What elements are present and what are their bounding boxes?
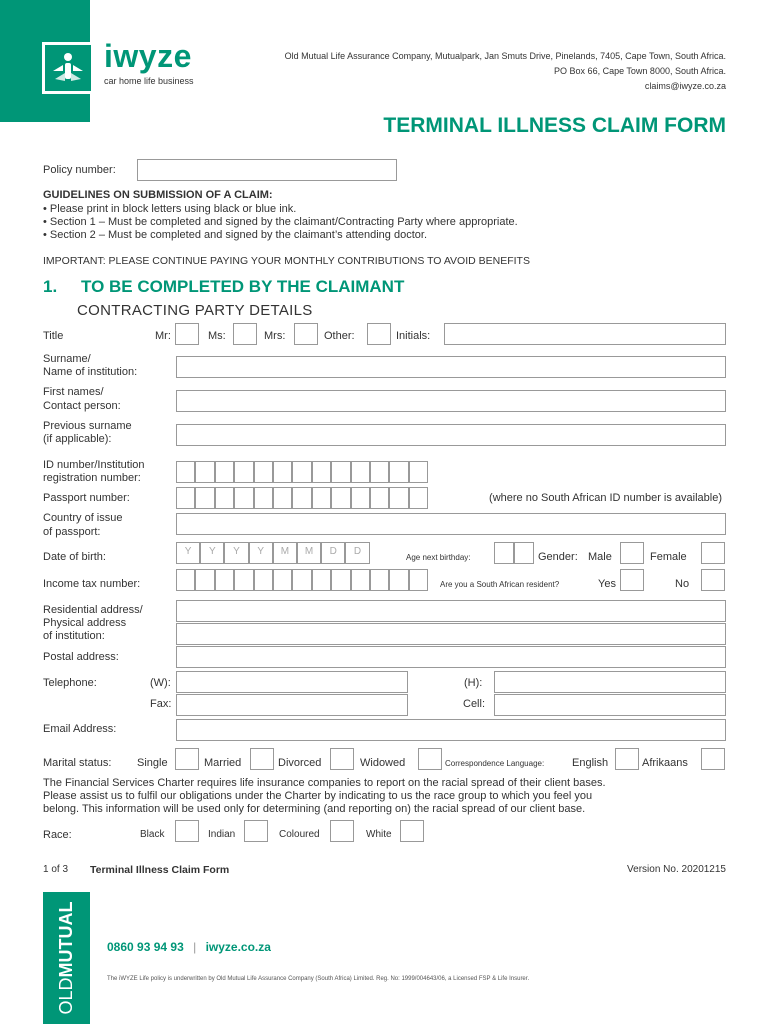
- passport-number-cell[interactable]: [254, 487, 273, 509]
- iwyze-logo-icon: [42, 42, 94, 94]
- fax-field[interactable]: [176, 694, 408, 716]
- other-checkbox[interactable]: [367, 323, 391, 345]
- phone-number: 0860 93 94 93: [107, 940, 184, 954]
- email-label: Email Address:: [43, 723, 117, 735]
- country-label: Country of issue: [43, 512, 123, 524]
- guideline-item: • Section 2 – Must be completed and signed by the claimant’s attending doctor.: [43, 229, 427, 241]
- income-tax-cell[interactable]: [312, 569, 331, 591]
- sa-resident-yes-checkbox[interactable]: [620, 569, 644, 591]
- important-notice: IMPORTANT: PLEASE CONTINUE PAYING YOUR MONTHLY CONTRIBUTIONS TO AVOID BENEFITS: [43, 255, 530, 267]
- mr-checkbox[interactable]: [175, 323, 199, 345]
- mrs-label: Mrs:: [264, 330, 286, 342]
- old-mutual-logo-mutual: MUTUAL: [56, 901, 76, 978]
- section-number: 1.: [43, 277, 58, 296]
- cell-label: Cell:: [463, 698, 486, 710]
- id-number-cell[interactable]: [331, 461, 350, 483]
- company-address: Old Mutual Life Assurance Company, Mutualpark, Jan Smuts Drive, Pinelands, 7405, Cape Town, South Africa.: [284, 51, 726, 61]
- race-label: Race:: [43, 829, 72, 841]
- afrikaans-label: Afrikaans: [642, 757, 688, 769]
- id-number-cell[interactable]: [234, 461, 253, 483]
- charter-text-1: The Financial Services Charter requires life insurance companies to report on the racial spread of their client bases.: [43, 777, 606, 789]
- country-field[interactable]: [176, 513, 726, 535]
- id-number-cell[interactable]: [351, 461, 370, 483]
- age-cell-1[interactable]: [494, 542, 514, 564]
- previous-surname-field[interactable]: [176, 424, 726, 446]
- telephone-label: Telephone:: [43, 677, 97, 689]
- widowed-label: Widowed: [360, 757, 406, 769]
- passport-number-cell[interactable]: [370, 487, 389, 509]
- old-mutual-logo-old: OLD: [56, 977, 76, 1015]
- female-checkbox[interactable]: [701, 542, 725, 564]
- black-label: Black: [140, 829, 165, 840]
- passport-number-cell[interactable]: [195, 487, 214, 509]
- afrikaans-checkbox[interactable]: [701, 748, 725, 770]
- section-subtitle: CONTRACTING PARTY DETAILS: [77, 302, 313, 319]
- section-title: TO BE COMPLETED BY THE CLAIMANT: [81, 277, 405, 296]
- sa-resident-no-checkbox[interactable]: [701, 569, 725, 591]
- income-tax-cell[interactable]: [292, 569, 311, 591]
- first-names-label: First names/: [43, 386, 104, 398]
- passport-number-cell[interactable]: [409, 487, 428, 509]
- dob-cell[interactable]: Y: [224, 542, 248, 564]
- income-tax-cell[interactable]: [409, 569, 428, 591]
- charter-text-2: Please assist us to fulfil our obligations under the Charter by indicating to us the race group to which you feel you: [43, 790, 593, 802]
- contact-separator: |: [193, 940, 197, 954]
- income-tax-cell[interactable]: [389, 569, 408, 591]
- age-next-birthday-label: Age next birthday:: [406, 553, 471, 562]
- divorced-checkbox[interactable]: [330, 748, 354, 770]
- coloured-checkbox[interactable]: [330, 820, 354, 842]
- id-number-cell[interactable]: [195, 461, 214, 483]
- legal-notice: The iWYZE Life policy is underwritten by Old Mutual Life Assurance Company (South Africa) Limited. Reg. No: 1999/004643/06, a Licensed FSP & Life Insurer.: [107, 976, 530, 982]
- ms-checkbox[interactable]: [233, 323, 257, 345]
- id-number-cell[interactable]: [254, 461, 273, 483]
- income-tax-cell[interactable]: [351, 569, 370, 591]
- passport-number-cell[interactable]: [273, 487, 292, 509]
- income-tax-cell[interactable]: [195, 569, 214, 591]
- guideline-item: • Section 1 – Must be completed and signed by the claimant/Contracting Party where appropriate.: [43, 216, 518, 228]
- cell-field[interactable]: [494, 694, 726, 716]
- dob-cell[interactable]: Y: [249, 542, 273, 564]
- age-cell-2[interactable]: [514, 542, 534, 564]
- passport-note: (where no South African ID number is available): [489, 492, 722, 504]
- dob-cell[interactable]: M: [297, 542, 321, 564]
- id-number-cell[interactable]: [176, 461, 195, 483]
- marital-status-label: Marital status:: [43, 757, 112, 769]
- residential-address-label-3: of institution:: [43, 630, 105, 642]
- first-names-label-2: Contact person:: [43, 400, 121, 412]
- white-checkbox[interactable]: [400, 820, 424, 842]
- mr-label: Mr:: [155, 330, 171, 342]
- female-label: Female: [650, 551, 687, 563]
- passport-number-cell[interactable]: [292, 487, 311, 509]
- initials-field[interactable]: [444, 323, 726, 345]
- single-checkbox[interactable]: [175, 748, 199, 770]
- id-number-cell[interactable]: [389, 461, 408, 483]
- guideline-item: • Please print in block letters using black or blue ink.: [43, 203, 297, 215]
- dob-cell[interactable]: Y: [200, 542, 224, 564]
- old-mutual-bar: [43, 892, 90, 1024]
- work-phone-label: (W):: [150, 677, 171, 689]
- white-label: White: [366, 829, 392, 840]
- passport-number-cell[interactable]: [351, 487, 370, 509]
- income-tax-cell[interactable]: [370, 569, 389, 591]
- surname-label-2: Name of institution:: [43, 366, 138, 378]
- id-number-cell[interactable]: [273, 461, 292, 483]
- single-label: Single: [137, 757, 168, 769]
- id-number-label-2: registration number:: [43, 472, 141, 484]
- male-label: Male: [588, 551, 612, 563]
- id-number-label: ID number/Institution: [43, 459, 145, 471]
- website-link[interactable]: iwyze.co.za: [205, 940, 271, 954]
- home-phone-label: (H):: [464, 677, 483, 689]
- gender-label: Gender:: [538, 551, 578, 563]
- country-label-2: of passport:: [43, 526, 101, 538]
- income-tax-cell[interactable]: [234, 569, 253, 591]
- income-tax-cell[interactable]: [176, 569, 195, 591]
- company-po-box: PO Box 66, Cape Town 8000, South Africa.: [554, 66, 726, 76]
- passport-number-cell[interactable]: [389, 487, 408, 509]
- indian-checkbox[interactable]: [244, 820, 268, 842]
- income-tax-cell[interactable]: [254, 569, 273, 591]
- policy-number-label: Policy number:: [43, 164, 116, 176]
- postal-address-field[interactable]: [176, 646, 726, 668]
- passport-number-cell[interactable]: [312, 487, 331, 509]
- income-tax-label: Income tax number:: [43, 578, 141, 590]
- brand-tagline: car home life business: [104, 76, 194, 86]
- passport-number-cell[interactable]: [331, 487, 350, 509]
- fax-label: Fax:: [150, 698, 172, 710]
- male-checkbox[interactable]: [620, 542, 644, 564]
- title-label: Title: [43, 330, 64, 342]
- policy-number-field[interactable]: [137, 159, 397, 181]
- form-title: TERMINAL ILLNESS CLAIM FORM: [383, 114, 726, 137]
- married-label: Married: [204, 757, 242, 769]
- black-checkbox[interactable]: [175, 820, 199, 842]
- footer-contact: [107, 940, 271, 954]
- first-names-field[interactable]: [176, 390, 726, 412]
- dob-cell[interactable]: Y: [176, 542, 200, 564]
- surname-label: Surname/: [43, 353, 91, 365]
- company-email: claims@iwyze.co.za: [644, 81, 726, 91]
- dob-label: Date of birth:: [43, 551, 106, 563]
- dob-cell[interactable]: D: [345, 542, 369, 564]
- old-mutual-logo: [43, 892, 90, 1024]
- divorced-label: Divorced: [278, 757, 322, 769]
- sa-resident-label: Are you a South African resident?: [440, 580, 560, 589]
- work-phone-field[interactable]: [176, 671, 408, 693]
- income-tax-cell[interactable]: [215, 569, 234, 591]
- id-number-cell[interactable]: [312, 461, 331, 483]
- section-1-heading: [43, 277, 463, 299]
- other-label: Other:: [324, 330, 355, 342]
- id-number-cell[interactable]: [370, 461, 389, 483]
- initials-label: Initials:: [396, 330, 431, 342]
- passport-number-cell[interactable]: [215, 487, 234, 509]
- id-number-cell[interactable]: [292, 461, 311, 483]
- surname-field[interactable]: [176, 356, 726, 378]
- postal-address-label: Postal address:: [43, 651, 119, 663]
- guidelines-heading: GUIDELINES ON SUBMISSION OF A CLAIM:: [43, 189, 273, 201]
- home-phone-field[interactable]: [494, 671, 726, 693]
- brand-name: iwyze: [104, 38, 192, 74]
- passport-label: Passport number:: [43, 492, 130, 504]
- page-number: 1 of 3: [43, 864, 69, 875]
- english-label: English: [572, 757, 609, 769]
- no-label: No: [675, 578, 690, 590]
- residential-address-line-2[interactable]: [176, 623, 726, 645]
- indian-label: Indian: [208, 829, 236, 840]
- charter-text-3: belong. This information will be used only for determining (and reporting on) the racial spread of our client base.: [43, 803, 586, 815]
- residential-address-label-2: Physical address: [43, 617, 127, 629]
- residential-address-line-1[interactable]: [176, 600, 726, 622]
- english-checkbox[interactable]: [615, 748, 639, 770]
- widowed-checkbox[interactable]: [418, 748, 442, 770]
- id-number-cell[interactable]: [215, 461, 234, 483]
- previous-surname-label-2: (if applicable):: [43, 433, 112, 445]
- id-number-cell[interactable]: [409, 461, 428, 483]
- coloured-label: Coloured: [279, 829, 320, 840]
- married-checkbox[interactable]: [250, 748, 274, 770]
- version-number: Version No. 20201215: [627, 864, 726, 875]
- mrs-checkbox[interactable]: [294, 323, 318, 345]
- footer-form-name: Terminal Illness Claim Form: [90, 864, 230, 876]
- ms-label: Ms:: [208, 330, 226, 342]
- income-tax-cell[interactable]: [331, 569, 350, 591]
- previous-surname-label: Previous surname: [43, 420, 132, 432]
- dob-cell[interactable]: D: [321, 542, 345, 564]
- income-tax-cell[interactable]: [273, 569, 292, 591]
- correspondence-language-label: Correspondence Language:: [445, 759, 545, 768]
- passport-number-cell[interactable]: [234, 487, 253, 509]
- email-field[interactable]: [176, 719, 726, 741]
- dob-cell[interactable]: M: [273, 542, 297, 564]
- yes-label: Yes: [598, 578, 616, 590]
- residential-address-label: Residential address/: [43, 604, 143, 616]
- passport-number-cell[interactable]: [176, 487, 195, 509]
